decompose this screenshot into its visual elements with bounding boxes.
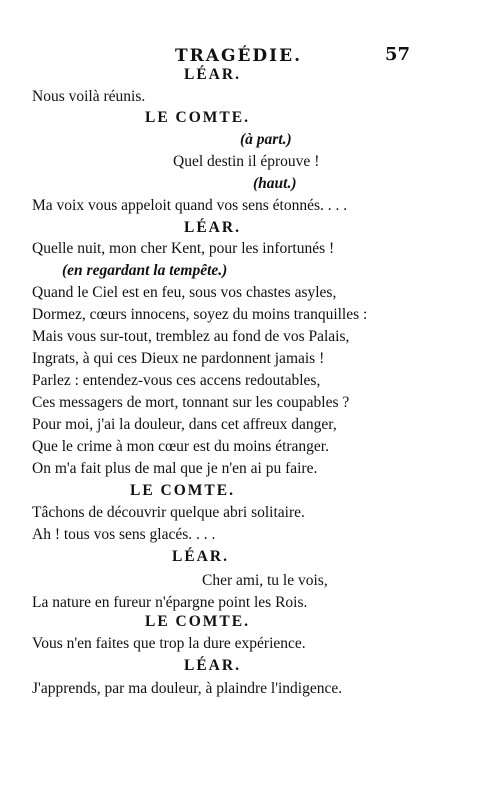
- verse-line: Vous n'en faites que trop la dure expérience.: [32, 635, 306, 652]
- verse-line: On m'a fait plus de mal que je n'en ai pu faire.: [32, 460, 318, 477]
- stage-direction: (haut.): [253, 175, 297, 192]
- page-number: 57: [385, 44, 411, 65]
- verse-line: Cher ami, tu le vois,: [202, 572, 328, 589]
- speaker-lear: LÉAR.: [184, 66, 241, 83]
- verse-line: J'apprends, par ma douleur, à plaindre l'indigence.: [32, 680, 343, 697]
- verse-line: Ingrats, à qui ces Dieux ne pardonnent jamais !: [32, 350, 325, 367]
- stage-direction: (à part.): [240, 131, 292, 148]
- speaker-comte: LE COMTE.: [145, 109, 250, 126]
- speaker-lear: LÉAR.: [184, 657, 241, 674]
- stage-direction: (en regardant la tempête.): [62, 262, 228, 279]
- verse-line: Dormez, cœurs innocens, soyez du moins tranquilles :: [32, 306, 368, 323]
- verse-line: Ces messagers de mort, tonnant sur les coupables ?: [32, 394, 350, 411]
- verse-line: Tâchons de découvrir quelque abri solitaire.: [32, 504, 305, 521]
- verse-line: Mais vous sur-tout, tremblez au fond de vos Palais,: [32, 328, 350, 345]
- speaker-comte: LE COMTE.: [130, 482, 235, 499]
- verse-line: Quand le Ciel est en feu, sous vos chastes asyles,: [32, 284, 337, 301]
- speaker-lear: LÉAR.: [172, 548, 229, 565]
- verse-line: Quelle nuit, mon cher Kent, pour les infortunés !: [32, 240, 335, 257]
- verse-line: Quel destin il éprouve !: [173, 153, 320, 170]
- verse-line: Parlez : entendez-vous ces accens redoutables,: [32, 372, 321, 389]
- verse-line: La nature en fureur n'épargne point les Rois.: [32, 594, 308, 611]
- verse-line: Ma voix vous appeloit quand vos sens étonnés. . . .: [32, 197, 348, 214]
- verse-line: Que le crime à mon cœur est du moins étranger.: [32, 438, 329, 455]
- verse-line: Pour moi, j'ai la douleur, dans cet affreux danger,: [32, 416, 337, 433]
- speaker-comte: LE COMTE.: [145, 613, 250, 630]
- speaker-lear: LÉAR.: [184, 219, 241, 236]
- verse-line: Ah ! tous vos sens glacés. . . .: [32, 526, 216, 543]
- running-title: TRAGÉDIE.: [174, 46, 302, 66]
- verse-line: Nous voilà réunis.: [32, 88, 146, 105]
